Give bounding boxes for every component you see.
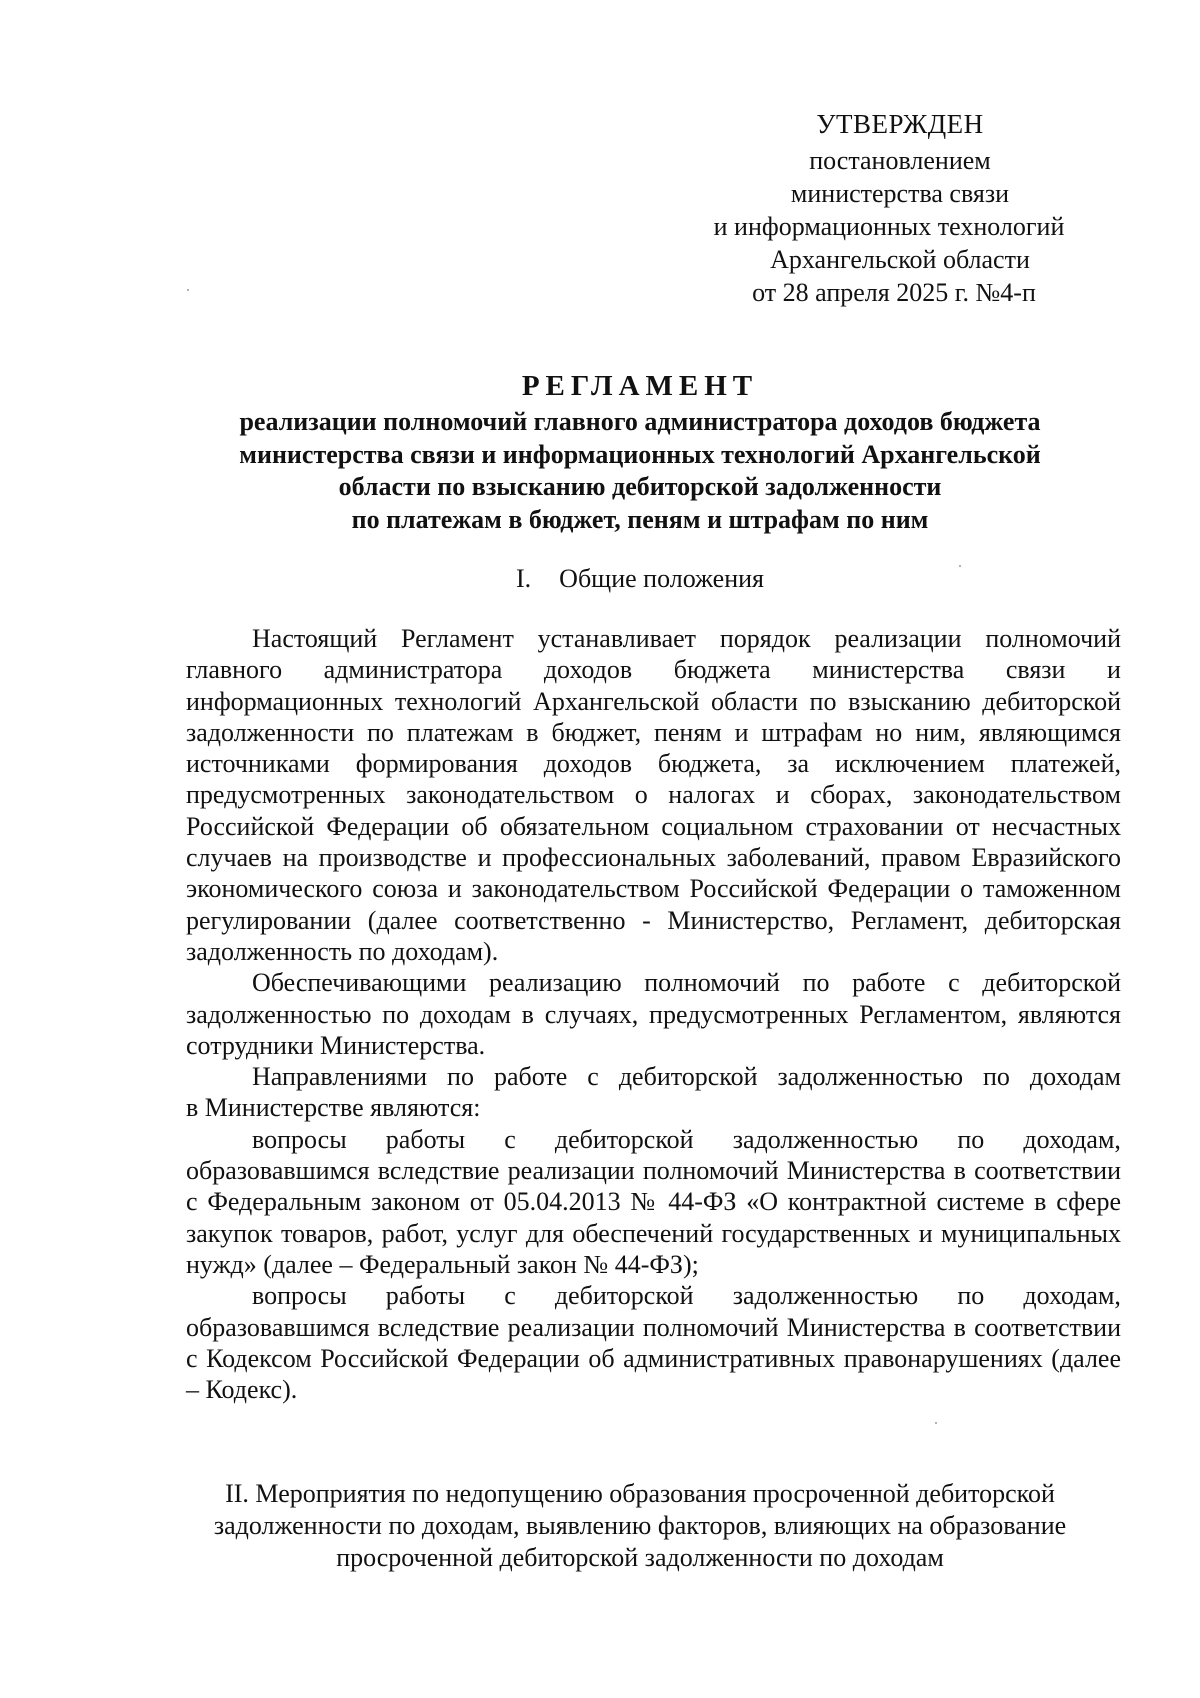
scan-speck [935,1422,937,1424]
text-line: в Министерстве являются: [186,1093,481,1123]
text-line: с Кодексом Российской Федерации об административных правонарушениях (далее [186,1343,1121,1373]
scan-speck [959,565,961,567]
document-body [186,623,1121,1405]
text-line: образовавшимся вследствие реализации полномочий Министерства в соответствии [186,1156,1121,1186]
approval-block [700,108,1100,309]
text-line [186,1280,1121,1311]
approval-line: Архангельской области [770,245,1030,274]
text-line: предусмотренных законодательством о налогах и сборах, законодательством [186,780,1121,810]
word: работы [385,1281,466,1311]
approval-line: и информационных технологий [713,212,1065,241]
document-subtitle [170,406,1110,536]
paragraph-scope [186,623,1121,967]
text-line: регулировании (далее соответственно - Министерство, Регламент, дебиторская [186,905,1121,935]
approved-heading: УТВЕРЖДЕН [816,109,984,139]
word: с [504,1281,516,1311]
word: с [504,1124,516,1154]
section-title: Общие положения [559,564,764,593]
approval-date-line: от 28 апреля 2025 г. №4-п [752,278,1036,307]
paragraph-direction-44fz [186,1124,1121,1280]
text-line [186,1124,1121,1155]
text-line: задолженностью по доходам в случаях, предусмотренных Регламентом, являются [186,999,1121,1029]
document-title-block [170,368,1110,536]
text-line: экономического союза и законодательством Российской Федерации о таможенном [186,874,1121,904]
paragraph-direction-koap [186,1280,1121,1405]
word: и [1107,655,1121,685]
paragraph-directions [186,1061,1121,1124]
document-type-heading: РЕГЛАМЕНТ [521,370,759,402]
text-line [186,654,1121,685]
text-line: Настоящий Регламент устанавливает порядок реализации полномочий [252,624,1121,653]
subtitle-line: области по взысканию дебиторской задолженности [338,472,942,501]
word: доходам, [1023,1124,1121,1154]
word: задолженностью [732,1281,919,1311]
text-line: Направлениями по работе с дебиторской задолженностью по доходам [252,1062,1121,1092]
word: вопросы [252,1281,347,1311]
approval-line: министерства связи [790,179,1010,208]
section-2-line: II. Мероприятия по недопущению образования просроченной дебиторской [225,1479,1055,1508]
section-2-line: просроченной дебиторской задолженности по доходам [336,1543,944,1572]
text-line: Обеспечивающими реализацию полномочий по работе с дебиторской [252,968,1121,998]
text-line: сотрудники Министерства. [186,1030,486,1060]
text-line: информационных технологий Архангельской области по взысканию дебиторской [186,686,1121,716]
text-line: Российской Федерации об обязательном социальном страховании от несчастных [186,811,1121,841]
word: главного [186,655,283,685]
text-line: случаев на производстве и профессиональных заболеваний, правом Евразийского [186,843,1121,873]
word: министерства [812,655,965,685]
word: по [957,1124,985,1154]
word: дебиторской [554,1281,694,1311]
word: доходам, [1023,1281,1121,1311]
subtitle-line: министерства связи и информационных технологий Архангельской [239,439,1041,469]
scan-speck [187,289,189,291]
approval-line: постановлением [809,146,991,175]
section-2-line: задолженности по доходам, выявлению факторов, влияющих на образование [213,1511,1067,1540]
section-number: I. [516,564,532,593]
word: доходов [543,655,633,685]
word: вопросы [252,1124,347,1154]
text-line: источниками формирования доходов бюджета, за исключением платежей, [186,749,1121,779]
word: администратора [323,655,503,685]
text-line: – Кодекс). [186,1375,298,1405]
text-line: задолженности по платежам в бюджет, пеням и штрафам но ним, являющимся [186,717,1121,747]
text-line: нужд» (далее – Федеральный закон № 44-ФЗ); [186,1249,699,1279]
word: бюджета [673,655,771,685]
word: задолженностью [732,1124,919,1154]
word: по [957,1281,985,1311]
text-line: закупок товаров, работ, услуг для обеспечений государственных и муниципальных [186,1218,1121,1248]
text-line: с Федеральным законом от 05.04.2013 № 44-ФЗ «О контрактной системе в сфере [186,1187,1121,1217]
text-line: задолженность по доходам). [186,936,499,966]
word: дебиторской [554,1124,694,1154]
word: связи [1005,655,1066,685]
section-2-heading [170,1478,1110,1574]
paragraph-responsible [186,967,1121,1061]
word: работы [385,1124,466,1154]
text-line: образовавшимся вследствие реализации полномочий Министерства в соответствии [186,1312,1121,1342]
subtitle-line: реализации полномочий главного администратора доходов бюджета [239,407,1041,436]
subtitle-line: по платежам в бюджет, пеням и штрафам по ним [351,504,929,534]
section-1-heading [170,563,1110,595]
